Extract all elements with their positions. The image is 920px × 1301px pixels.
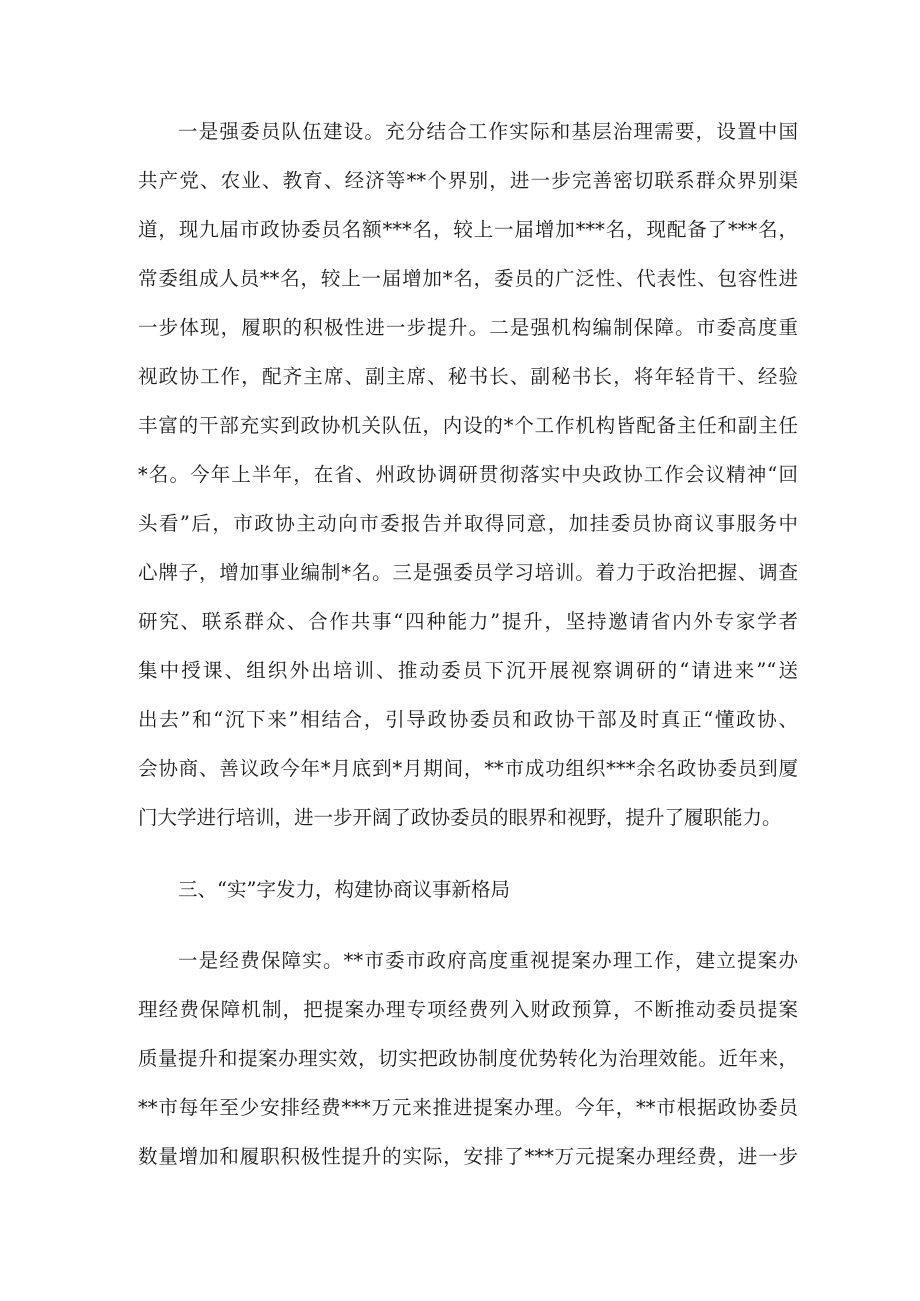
paragraph-2-line: 一是经费保障实。**市委市政府高度重视提案办理工作，建立提案办 [178, 949, 798, 972]
paragraph-1-line: 门大学进行培训，进一步开阔了政协委员的眼界和视野，提升了履职能力。 [138, 806, 782, 829]
paragraph-1-line: 常委组成人员**名，较上一届增加*名，委员的广泛性、代表性、包容性进 [138, 267, 798, 290]
paragraph-1-line: 会协商、善议政今年*月底到*月期间，**市成功组织***余名政协委员到厦 [138, 757, 798, 780]
paragraph-1-line: 视政协工作，配齐主席、副主席、秘书长、副秘书长，将年轻肯干、经验 [138, 365, 798, 388]
paragraph-2-line: 理经费保障机制，把提案办理专项经费列入财政预算，不断推动委员提案 [138, 998, 798, 1021]
paragraph-1-line: 道，现九届市政协委员名额***名，较上一届增加***名，现配备了***名， [138, 218, 798, 241]
paragraph-2-line: **市每年至少安排经费***万元来推进提案办理。今年，**市根据政协委员 [138, 1096, 798, 1119]
paragraph-1-line: 集中授课、组织外出培训、推动委员下沉开展视察调研的“请进来”“送 [138, 659, 798, 682]
paragraph-1-line: 共产党、农业、教育、经济等**个界别，进一步完善密切联系群众界别渠 [138, 169, 798, 192]
paragraph-1-line: 一是强委员队伍建设。充分结合工作实际和基层治理需要，设置中国 [178, 120, 798, 143]
paragraph-1-line: 出去”和“沉下来”相结合，引导政协委员和政协干部及时真正“懂政协、 [138, 708, 798, 731]
paragraph-2-line: 数量增加和履职积极性提升的实际，安排了***万元提案办理经费，进一步 [138, 1145, 798, 1168]
paragraph-1-line: 研究、联系群众、合作共事“四种能力”提升，坚持邀请省内外专家学者 [138, 610, 798, 633]
paragraph-1-line: 一步体现，履职的积极性进一步提升。二是强机构编制保障。市委高度重 [138, 316, 798, 339]
paragraph-1-line: 丰富的干部充实到政协机关队伍，内设的*个工作机构皆配备主任和副主任 [138, 414, 798, 437]
paragraph-1-line: 头看”后，市政协主动向市委报告并取得同意，加挂委员协商议事服务中 [138, 512, 798, 535]
paragraph-2-line: 质量提升和提案办理实效，切实把政协制度优势转化为治理效能。近年来， [138, 1047, 798, 1070]
paragraph-1-line: *名。今年上半年，在省、州政协调研贯彻落实中央政协工作会议精神“回 [138, 463, 798, 486]
paragraph-1-line: 心牌子，增加事业编制*名。三是强委员学习培训。着力于政治把握、调查 [138, 561, 798, 584]
section-heading: 三、“实”字发力，构建协商议事新格局 [178, 878, 510, 901]
